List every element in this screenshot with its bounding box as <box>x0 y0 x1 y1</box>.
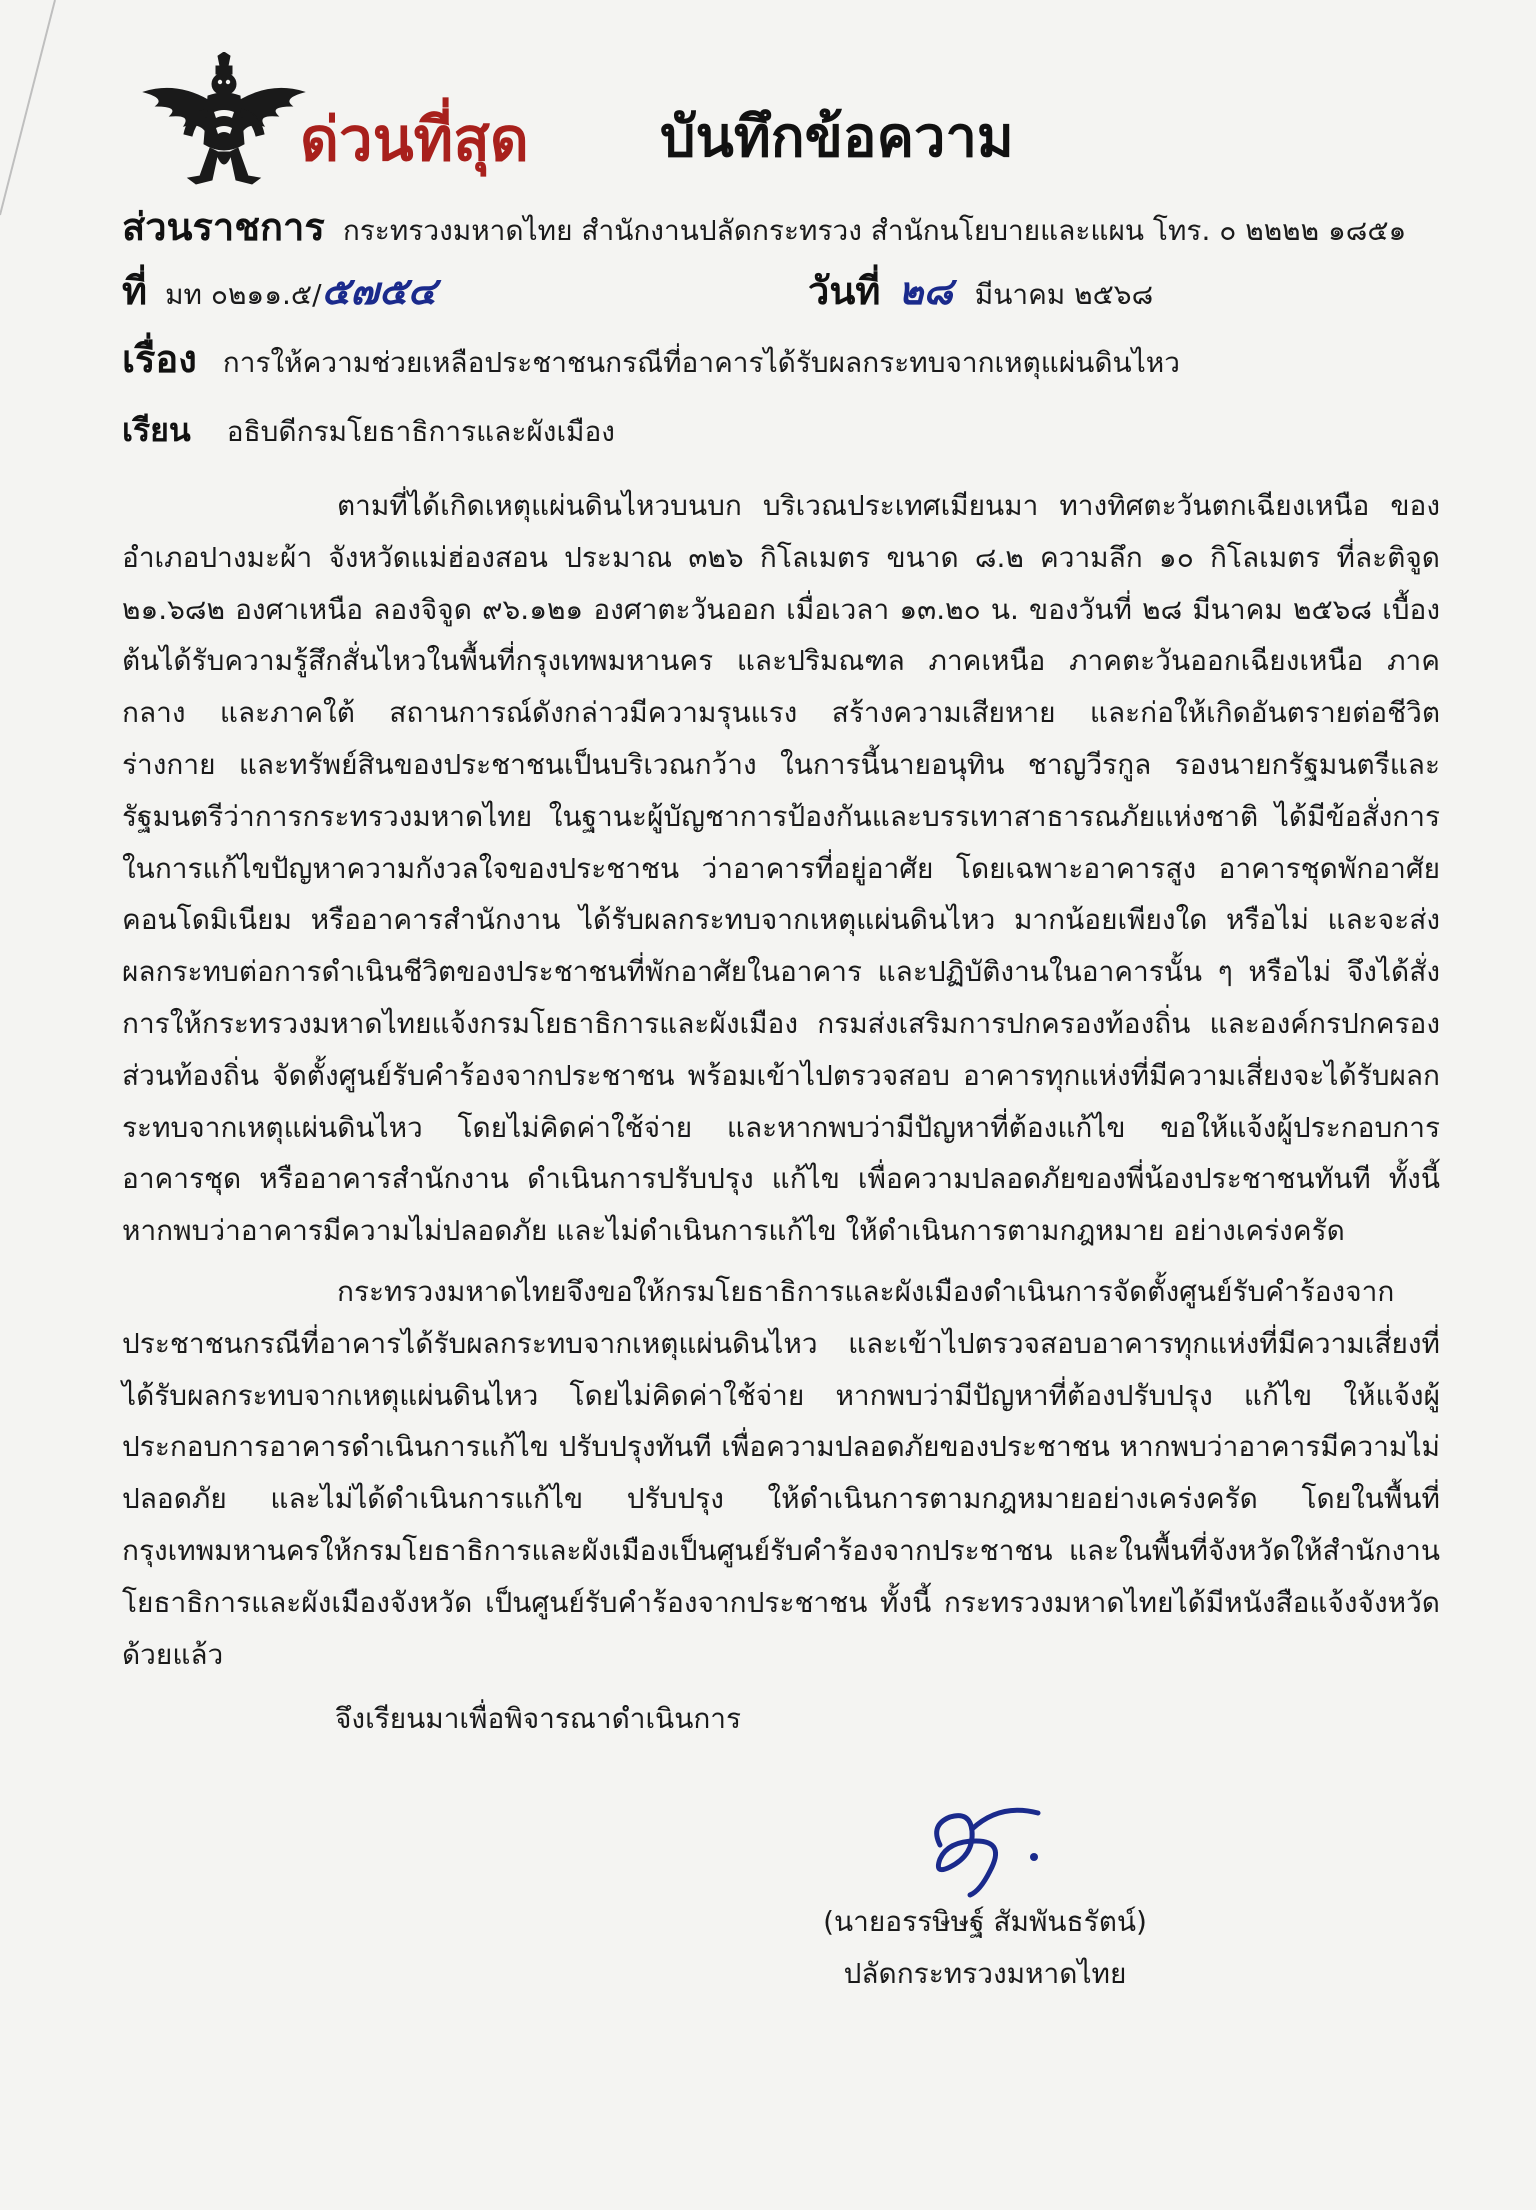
subject-label: เรื่อง <box>122 337 197 381</box>
recipient-row <box>122 411 1446 449</box>
document-type-title: บันทึกข้อความ <box>660 105 1014 170</box>
handwritten-signature <box>910 1795 1070 1905</box>
signatory-title: ปลัดกระทรวงมหาดไทย <box>843 1957 1127 1990</box>
agency-value: กระทรวงมหาดไทย สำนักงานปลัดกระทรวง สำนักนโยบายและแผน โทร. ๐ ๒๒๒๒ ๑๘๕๑ <box>342 214 1407 247</box>
agency-label: ส่วนราชการ <box>122 205 325 249</box>
reference-row <box>122 268 437 313</box>
reference-label: ที่ <box>122 269 148 313</box>
recipient-value: อธิบดีกรมโยธาธิการและผังเมือง <box>226 415 615 448</box>
closing-line: จึงเรียนมาเพื่อพิจารณาดำเนินการ <box>335 1702 742 1735</box>
date-row <box>808 268 1154 313</box>
paper-edge-line <box>0 0 60 220</box>
date-label: วันที่ <box>808 269 881 313</box>
urgency-label: ด่วนที่สุด <box>300 105 529 175</box>
paragraph-2-text: กระทรวงมหาดไทยจึงขอให้กรมโยธาธิการและผังเมืองดำเนินการจัดตั้งศูนย์รับคำร้องจากประชาชนกรณีที่อาคารได้รับผลกระทบจากเหตุแผ่นดินไหว และเข้าไปตรวจสอบอาคารทุกแห่งที่มีความเสี่ยงที่ได้รับผลกระทบจากเหตุแผ่นดินไหว โดยไม่คิดค่าใช้จ่าย หากพบว่ามีปัญหาที่ต้องปรับปรุง แก้ไข ให้แจ้งผู้ประกอบการอาคารดำเนินการแก้ไข ปรับปรุงทันที เพื่อความปลอดภัยของประชาชน หากพบว่าอาคารมีความไม่ปลอดภัย และไม่ได้ดำเนินการแก้ไข ปรับปรุง ให้ดำเนินการตามกฎหมายอย่างเคร่งครัด โดยในพื้นที่กรุงเทพมหานครให้กรมโยธาธิการและผังเมืองเป็นศูนย์รับคำร้องจากประชาชน และในพื้นที่จังหวัดให้สำนักงานโยธาธิการและผังเมืองจังหวัด เป็นศูนย์รับคำร้องจากประชาชน ทั้งนี้ กระทรวงมหาดไทยได้มีหนังสือแจ้งจังหวัดด้วยแล้ว <box>122 1275 1440 1671</box>
reference-prefix: มท ๐๒๑๑.๕/ <box>165 278 322 311</box>
body-paragraph-1 <box>122 480 1440 1257</box>
paragraph-1-text: ตามที่ได้เกิดเหตุแผ่นดินไหวบนบก บริเวณประเทศเมียนมา ทางทิศตะวันตกเฉียงเหนือ ของ อำเภอปางมะผ้า จังหวัดแม่ฮ่องสอน ประมาณ ๓๒๖ กิโลเมตร ขนาด ๘.๒ ความลึก ๑๐ กิโลเมตร ที่ละติจูด ๒๑.๖๘๒ องศาเหนือ ลองจิจูด ๙๖.๑๒๑ องศาตะวันออก เมื่อเวลา ๑๓.๒๐ น. ของวันที่ ๒๘ มีนาคม ๒๕๖๘ เบื้องต้นได้รับความรู้สึกสั่นไหวในพื้นที่กรุงเทพมหานคร และปริมณฑล ภาคเหนือ ภาคตะวันออกเฉียงเหนือ ภาคกลาง และภาคใต้ สถานการณ์ดังกล่าวมีความรุนแรง สร้างความเสียหาย และก่อให้เกิดอันตรายต่อชีวิต ร่างกาย และทรัพย์สินของประชาชนเป็นบริเวณกว้าง ในการนี้นายอนุทิน ชาญวีรกูล รองนายกรัฐมนตรีและรัฐมนตรีว่าการกระทรวงมหาดไทย ในฐานะผู้บัญชาการป้องกันและบรรเทาสาธารณภัยแห่งชาติ ได้มีข้อสั่งการในการแก้ไขปัญหาความกังวลใจของประชาชน ว่าอาคารที่อยู่อาศัย โดยเฉพาะอาคารสูง อาคารชุดพักอาศัย คอนโดมิเนียม หรืออาคารสำนักงาน ได้รับผลกระทบจากเหตุแผ่นดินไหว มากน้อยเพียงใด หรือไม่ และจะส่งผลกระทบต่อการดำเนินชีวิตของประชาชนที่พักอาศัยในอาคาร และปฏิบัติงานในอาคารนั้น ๆ หรือไม่ จึงได้สั่งการให้กระทรวงมหาดไทยแจ้งกรมโยธาธิการและผังเมือง กรมส่งเสริมการปกครองท้องถิ่น และองค์กรปกครองส่วนท้องถิ่น จัดตั้งศูนย์รับคำร้องจากประชาชน พร้อมเข้าไปตรวจสอบ อาคารทุกแห่งที่มีความเสี่ยงจะได้รับผลกระทบจากเหตุแผ่นดินไหว โดยไม่คิดค่าใช้จ่าย และหากพบว่ามีปัญหาที่ต้องแก้ไข ขอให้แจ้งผู้ประกอบการอาคารชุด หรืออาคารสำนักงาน ดำเนินการปรับปรุง แก้ไข เพื่อความปลอดภัยของพี่น้องประชาชนทันที ทั้งนี้ หากพบว่าอาคารมีความไม่ปลอดภัย และไม่ดำเนินการแก้ไข ให้ดำเนินการตามกฎหมาย อย่างเคร่งครัด <box>122 489 1440 1248</box>
recipient-label: เรียน <box>122 411 191 449</box>
garuda-emblem-icon <box>136 52 312 192</box>
body-paragraph-2 <box>122 1266 1440 1680</box>
subject-row <box>122 337 1446 381</box>
agency-row <box>122 205 1446 249</box>
reference-number-handwritten: ๕๗๕๔ <box>321 268 437 313</box>
subject-value: การให้ความช่วยเหลือประชาชนกรณีที่อาคารได้รับผลกระทบจากเหตุแผ่นดินไหว <box>222 346 1180 379</box>
date-month-year: มีนาคม ๒๕๖๘ <box>974 278 1154 311</box>
date-day-handwritten: ๒๘ <box>898 268 953 313</box>
signatory-name: (นายอรรษิษฐ์ สัมพันธรัตน์) <box>823 1905 1147 1938</box>
